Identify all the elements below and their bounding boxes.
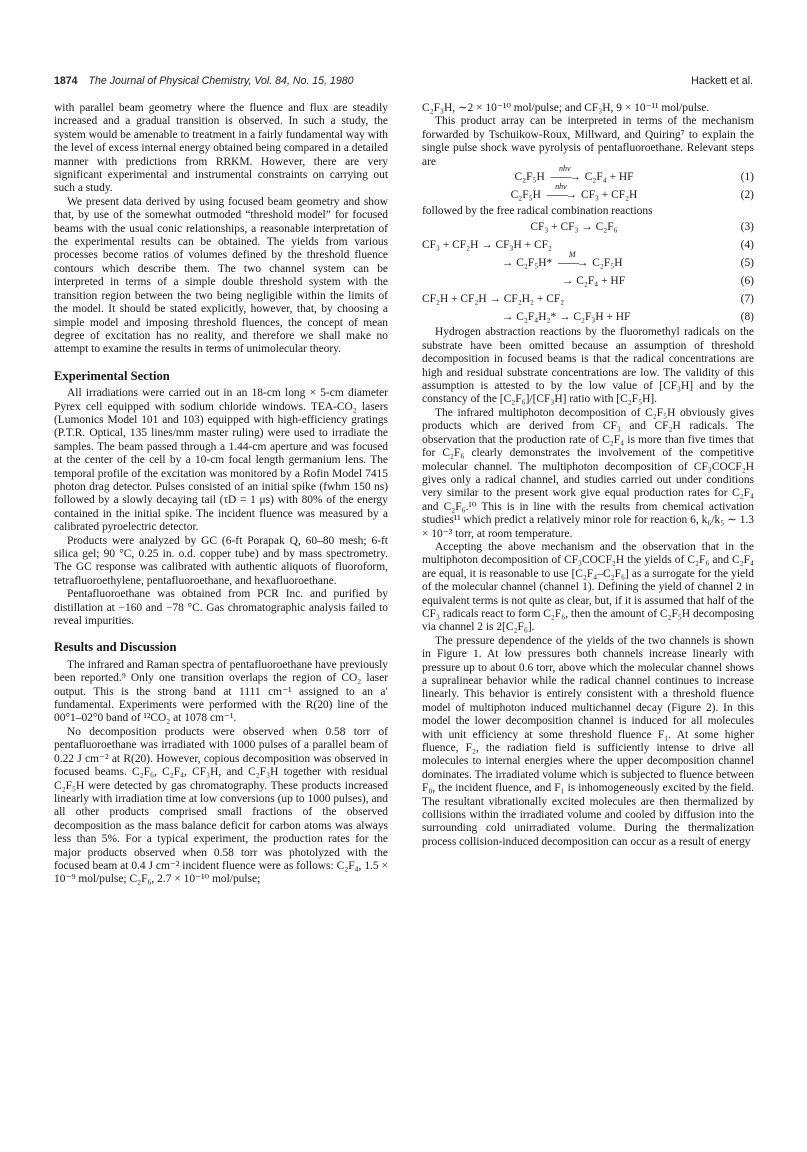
section-heading-results: Results and Discussion [54,640,177,655]
eq-products: C₂F₅H [592,256,623,269]
paragraph: followed by the free radical combination reactions [422,205,653,218]
equation-number: (3) [740,220,754,233]
paragraph: The pressure dependence of the yields of the two channels is shown in Figure 1. At low pressures both channels increase linearly with pressure up to about 0.6 torr, above which the molecular channel shows a supralinear behavior while the radical channel continues to increase linearly. This behavior is entirely consistent with a threshold fluence model of multiphoton induced multichannel decay (Figure 2). In this model the lower decomposition channel is induced for all molecules with unit efficiency at some threshold fluence F₁. At some higher fluence, F₂, the radiation field is sufficiently intense to drive all molecules to internal energies where the upper decomposition channel dominates. The irradiated volume which is subjected to fluence between F₀, the incident fluence, and F₁ is inhomogeneously excited by the field. The resultant vibrationally excited molecules are then thermalized by collisions within the irradiated volume and cooled by diffusion into the surrounding cold unirradiated volume. During the thermalization process collision-induced decomposition can occur as a result of energy [422,634,754,848]
eq-reactant: C₂F₅H [514,171,545,184]
paragraph: Accepting the above mechanism and the observation that in the multiphoton decomposition of CF₃COCF₂H the yields of C₂F₆ and C₂F₄ are equal, it is reasonable to use [C₂F₄–C₂F₆] as a surrogate for the yield of the molecular channel (channel 1). Defining the yield of channel 2 in equivalent terms is not quite as clear, but, if it is assumed that half of the CF₃ radicals react to form C₂F₆, then the amount of C₂F₅H decomposing via channel 2 is 2[C₂F₆]. [422,540,754,634]
equation-3 [422,218,754,236]
equation-number: (6) [740,274,754,287]
eq-arrow-label: M [568,249,576,259]
paragraph: The infrared multiphoton decomposition of C₂F₅H obviously gives products which are derived from CF₃ and CF₂H radicals. The observation that the production rate of C₂F₄ is more than five times that for C₂F₆ clearly demonstrates the involvement of the competitive molecular channel. The multiphoton decomposition of CF₃COCF₂H gives only a radical channel, and studies carried out under conditions very similar to the present work give equal production rates for C₂F₄ and C₂F₆.¹⁰ This is in line with the results from chemical activation studies¹¹ which predict a relatively minor role for reaction 6, k₆/k₅ ∼ 1.3 × 10⁻³ torr, at room temperature. [422,406,754,540]
paragraph: C₂F₃H, ∼2 × 10⁻¹⁰ mol/pulse; and CF₃H, 9 × 10⁻¹¹ mol/pulse. [422,102,710,114]
paragraph: with parallel beam geometry where the fluence and flux are steadily increased and a gradual transition is observed. In such a study, the system would be amenable to treatment in a fairly fundamental way with the level of excess internal energy obtained being compared in a detailed manner with predictions from RRKM. However, there are very significant experimental and instrumental constraints on carrying out such a study. [54,102,388,195]
eq-arrow-label: nhν [555,182,567,192]
paragraph: Pentafluoroethane was obtained from PCR Inc. and purified by distillation at −160 and −78 °C. Gas chromatographic analysis failed to reveal impurities. [54,588,388,628]
equation-number: (5) [740,256,754,269]
equation-1 [422,164,754,187]
eq-products: C₂F₄ + HF [584,171,634,184]
equation-8 [422,308,754,326]
arrow-icon: M ——→ [555,257,589,270]
equation-5 [422,249,754,272]
running-header [54,75,753,91]
paragraph: Products were analyzed by GC (6-ft Porapak Q, 60–80 mesh; 6-ft silica gel; 90 °C, 0.25 in. o.d. copper tube) and by mass spectrometry. The GC response was calibrated with authentic aliquots of fluoroform, tetrafluoroethylene, pentafluoroethane, and hexafluoroethane. [54,534,388,587]
arrow-icon: nhν ——→ [548,171,582,184]
equation-number: (8) [740,310,754,323]
left-column [54,102,388,887]
page-number: 1874 [54,75,78,87]
eq-text: → C₂F₄ + HF [562,274,626,287]
eq-text: CF₃ + CF₃ → C₂F₆ [530,220,618,233]
paragraph: No decomposition products were observed when 0.58 torr of pentafluoroethane was irradiated with 1000 pulses of a parallel beam of 0.22 J cm⁻² at R(20). However, copious decomposition was observed in focused beams. C₂F₆, C₂F₄, CF₃H, and C₂F₃H together with residual C₂F₅H were detected by gas chromatography. These products increased linearly with irradiation time at low conversions (up to 1000 pulses), and all other products comprised small fractions of the observed decomposition as the mass balance deficit for carbon atoms was always less than 5%. For a typical experiment, the production rates for the major products observed when 0.58 torr was photolyzed with the focused beam at 0.4 J cm⁻² incident fluence were as follows: C₂F₄, 1.5 × 10⁻⁹ mol/pulse; C₂F₆, 2.7 × 10⁻¹⁰ mol/pulse; [54,725,388,886]
equation-6 [422,272,754,290]
journal-citation: The Journal of Physical Chemistry, Vol. 84, No. 15, 1980 [88,75,354,87]
equation-number: (1) [740,171,754,184]
right-column [422,102,754,849]
running-authors: Hackett et al. [691,75,753,87]
arrow-icon: nhν ——→ [544,189,578,202]
equation-number: (7) [740,292,754,305]
paragraph: Hydrogen abstraction reactions by the fluoromethyl radicals on the substrate have been omitted because an assumption of threshold decomposition in focused beams is that the radical concentrations are high and residual substrate concentrations are low. The validity of this assumption is attested to by the low value of [CF₃H] and by the constancy of the [C₂F₆]/[CF₃H] ratio with [C₂F₅H]. [422,326,754,406]
paragraph: We present data derived by using focused beam geometry and show that, by use of the somewhat outmoded “threshold model” for focused beams with the usual conic relationships, a reasonable interpretation of the experimental results can be obtained. The yields from various processes become ratios of volumes defined by the threshold fluence contours which describe them. The two channel system can be interpreted in terms of a simple double threshold system with the transition region between the two being negligible within the limits of the model. It should be stated explicitly, however, that, by choosing a simple model and imposing threshold fluences, the concept of mean degree of excitation has no reality, and therefore we shall make no attempt to examine the results in terms of unimolecular theory. [54,195,388,356]
eq-reactant: → C₂F₅H* [502,256,553,269]
eq-text: CF₃ + CF₂H → CF₃H + CF₂ [422,238,552,251]
equation-number: (2) [740,189,754,202]
eq-products: CF₃ + CF₂H [580,189,638,202]
paragraph: This product array can be interpreted in terms of the mechanism forwarded by Tschuikow-Roux, Millward, and Quiring⁷ to explain the single pulse shock wave pyrolysis of pentafluoroethane. Relevant steps are [422,115,754,168]
eq-text: CF₂H + CF₂H → CF₂H₂ + CF₂ [422,292,565,305]
eq-reactant: C₂F₅H [510,189,541,202]
paragraph: All irradiations were carried out in an 18-cm long × 5-cm diameter Pyrex cell equipped with sodium chloride windows. TEA-CO₂ lasers (Lumonics Model 101 and 103) equipped with high-efficiency gratings (P.T.R. Optical, 135 lines/mm master ruling) were used to irradiate the samples. The beam passed through a 1.44-cm aperture and was focused at the center of the cell by a 10-cm focal length germanium lens. The temporal profile of the excitation was monitored by a Rofin Model 7415 photon drag detector. Pulses consisted of an initial spike (fwhm 150 ns) followed by a slowly decaying tail (τD = 1 μs) with 80% of the energy contained in the initial spike. The incident fluence was measured by a calibrated pyroelectric detector. [54,387,388,534]
equation-2 [422,182,754,205]
paragraph: The infrared and Raman spectra of pentafluoroethane have previously been reported.⁹ Only one transition overlaps the region of CO₂ laser output. This is the strong band at 1111 cm⁻¹ assigned to an a′ fundamental. Experiments were performed with the R(20) line of the 00°1–02°0 band of ¹²CO₂ at 1078 cm⁻¹. [54,658,388,725]
eq-arrow-label: nhν [558,164,571,174]
section-heading-experimental: Experimental Section [54,368,170,383]
eq-text: → C₂F₄H₂* → C₂F₃H + HF [502,310,631,323]
equation-number: (4) [740,238,754,251]
equation-7 [422,290,754,308]
